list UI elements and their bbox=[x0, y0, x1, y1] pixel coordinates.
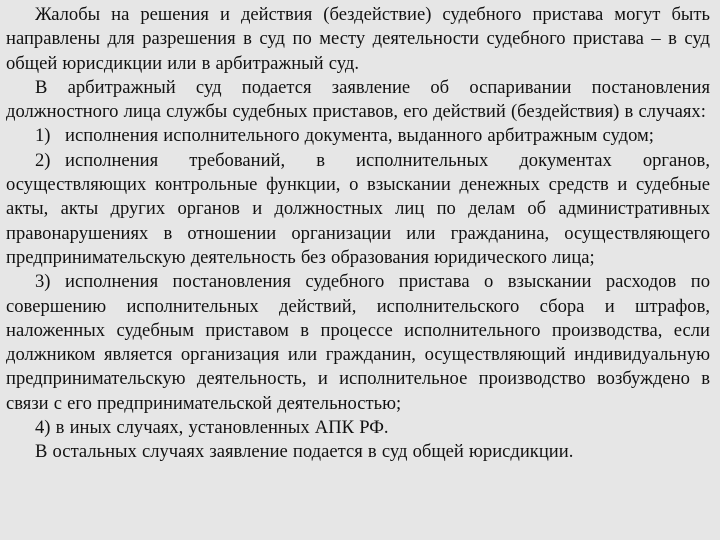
list-item-number: 1) bbox=[35, 125, 51, 147]
list-item-text: исполнения требований, в исполнительных документах органов, осуществляющих контрольные функции, о взыскании денежных средств и судебные акты, акты других органов и должностных лиц по делам об административных правонарушениях в отношении организации или гражданина, осуществляющего предпринимательскую деятельность без образования юридического лица; bbox=[6, 149, 710, 268]
paragraph-general-jurisdiction: В остальных случаях заявление подается в суд общей юрисдикции. bbox=[35, 441, 574, 463]
list-item bbox=[6, 124, 710, 148]
list-item-other-cases: 4) в иных случаях, установленных АПК РФ. bbox=[35, 417, 389, 439]
list-item bbox=[6, 149, 710, 270]
paragraph-complaints-jurisdiction: Жалобы на решения и действия (бездействие) судебного пристава могут быть направлены для разрешения в суд по месту деятельности судебного пристава – в суд общей юрисдикции или в арбитражный суд. bbox=[6, 4, 710, 74]
list-item-text: исполнения исполнительного документа, выданного арбитражным судом; bbox=[65, 125, 654, 147]
list-item-number: 2) bbox=[35, 149, 51, 171]
list-item-number: 3) bbox=[35, 271, 51, 293]
paragraph-arbitration-court: В арбитражный суд подается заявление об оспаривании постановления должностного лица службы судебных приставов, его действий (бездействия) в случаях: bbox=[6, 76, 710, 123]
list-item bbox=[6, 270, 710, 416]
list-item-text: исполнения постановления судебного пристава о взыскании расходов по совершению исполнительных действий, исполнительского сбора и штрафов, наложенных судебным приставом в процессе исполнительного производства, если должником является организация или гражданин, осуществляющий индивидуальную предпринимательскую деятельность, и исполнительное производство возбуждено в связи с его предпринимательской деятельностью; bbox=[6, 271, 710, 414]
